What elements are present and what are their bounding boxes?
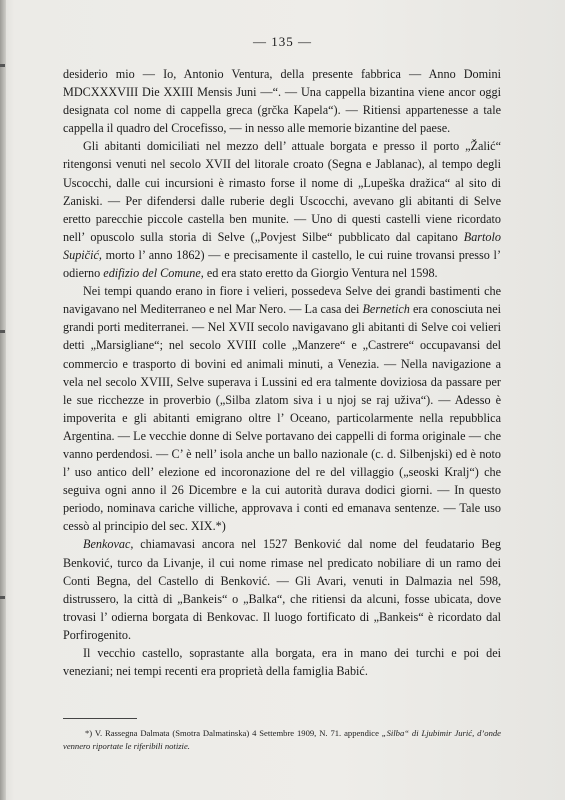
italic-text-run: edifizio del Comune, [103,266,204,281]
page-number: — 135 — [253,34,312,49]
text-run: desiderio mio — Io, Antonio Ventura, della presente fabbrica — Anno Domini MDCXXXVIII Die XXIII Mensis Juni —“. — Una cappella bizantina viene ancor oggi designata col nome di cappella greca (grčka Kapela“). — Ritiensi appartenesse a tale cappella il quadro del Crocefisso, — in nesso alle memorie bizantine del paese. [63,67,501,136]
italic-text-run: „Silba“ di Ljubimir Jurić, d’onde vennero riportate le riferibili notizie. [63,728,501,751]
body-text [63,65,501,680]
footnote-separator [63,718,137,719]
text-run: morto l’ anno 1862) — e precisamente il castello, le cui ruine trovansi presso l’ odierno [63,247,501,281]
paragraph [63,644,501,680]
binding-mark [0,596,5,599]
paragraph [63,282,501,535]
text-run: *) V. Rassegna Dalmata (Smotra Dalmatinska) 4 Settembre 1909, N. 71. appendice [85,728,382,738]
text-run: ed era stato eretto da Giorgio Ventura nel 1598. [203,266,438,281]
paragraph [63,137,501,282]
footnote [63,727,501,753]
italic-text-run: Benkovac, [83,537,134,552]
page-binding-edge [0,0,6,800]
italic-text-run: Bernetich [362,302,410,317]
paragraph [63,65,501,137]
paragraph [63,535,501,644]
text-run: Gli abitanti domiciliati nel mezzo dell’ attuale borgata e presso il porto „Žalić“ ritengonsi venuti nel secolo XVII del litorale croato (Segna e Jablanac), al tempo degli Uscocchi, dalle cui incursioni è rimasto forse il nome di „Lupeška dražica“ al sito di Zaniski. — Per difendersi dalle ruberie degli Uscocchi, avevano gli abitanti di Selve eretto parecchie piccole castella ben munite. — Uno di questi castelli viene ricordato nell’ opuscolo sulla storia di Selve („Povjest Silbe“ pubblicato dal capitano [63,139,501,244]
text-run: era conosciuta nei grandi porti mediterranei. — Nel XVII secolo navigavano gli abitanti di Selve coi velieri detti „Marsigliane“; nel secolo XVIII colle „Manzere“ e „Castrere“ occupavansi del commercio e trasporto di bovini ed animali minuti, a Venezia. — Nella navigazione a vela nel secolo XVIII, Selve superava i Lussini ed era talmente doviziosa da passare per le sue ricchezze in proverbio („Silba zlatom siva i u njoj se raj uživa“). — Adesso è impoverita e gli abitanti emigrano oltre l’ Oceano, particolarmente nella repubblica Argentina. — Le vecchie donne di Selve portavano dei cappelli di forma originale — che vanno perdendosi. — C’ è nell’ isola anche un ballo nazionale (c. d. Silbenjski) ed è noto l’ uso antico dell’ elezione ed incoronazione del re del villaggio („seoski Kralj“) che seguiva ogni anno il 26 Dicembre e la cui autorità durava dodici giorni. — In questo periodo, nominava cariche villiche, approvava i conti ed emanava sentenze. — Tale uso cessò al principio del sec. XIX.*) [63,302,501,534]
italic-text-run: Bartolo Supičić, [63,229,501,262]
text-run: Nei tempi quando erano in fiore i velieri, possedeva Selve dei grandi bastimenti che navigavano nel Mediterraneo e nel Mar Nero. — La casa dei [63,284,501,317]
footnote-text [63,727,501,753]
binding-mark [0,330,5,333]
text-run: chiamavasi ancora nel 1527 Benković dal nome del feudatario Beg Benković, turco da Livanje, il cui nome rimase nel predicato nobiliare di un ramo dei Conti Begna, del Castello di Benković. — Gli Avari, venuti in Dalmazia nel 598, distrussero, la città di „Bankeis“ o „Balka“, che ritiensi da alcuni, fosse ubicata, dove trovasi l’ odierna borgata di Benkovac. Il luogo fortificato di „Bankeis“ è ricordato dal Porfirogenito. [63,537,501,642]
text-run: Il vecchio castello, soprastante alla borgata, era in mano dei turchi e poi dei veneziani; nei tempi recenti era proprietà della famiglia Babić. [63,646,501,679]
binding-mark [0,64,5,67]
